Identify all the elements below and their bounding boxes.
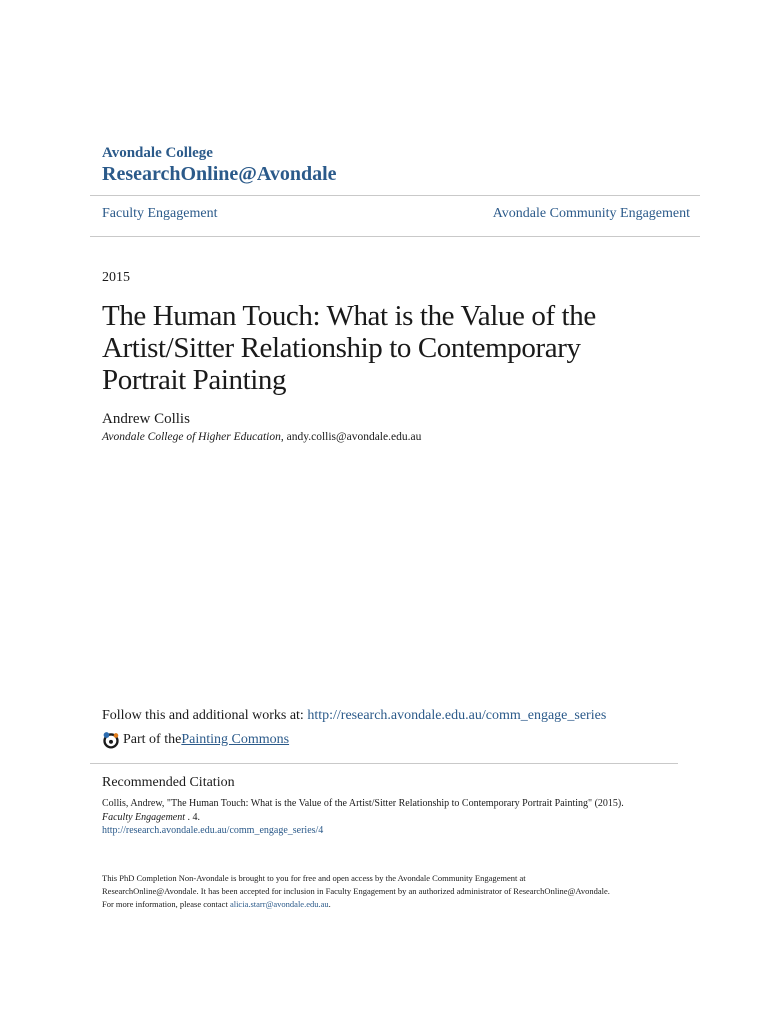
- part-of-line: [102, 731, 289, 749]
- series-link-community[interactable]: Avondale Community Engagement: [492, 206, 690, 221]
- citation-body: [102, 797, 682, 838]
- author-name: Andrew Collis: [102, 411, 190, 427]
- affiliation-name: Avondale College of Higher Education: [102, 431, 281, 443]
- citation-divider: [90, 763, 678, 764]
- institution-name[interactable]: Avondale College: [102, 145, 213, 161]
- series-divider: [90, 236, 700, 237]
- footer-notice: [102, 872, 682, 911]
- author-email: , andy.collis@avondale.edu.au: [280, 431, 422, 443]
- citation-journal: Faculty Engagement: [102, 811, 186, 823]
- footer-line-3-end: .: [328, 899, 331, 909]
- follow-label: Follow this and additional works at:: [102, 708, 308, 723]
- commons-network-icon: [102, 731, 120, 749]
- top-divider: [90, 195, 700, 196]
- footer-line-2: ResearchOnline@Avondale. It has been accepted for inclusion in Faculty Engagement by an authorized administrator of ResearchOnline@Avondale.: [102, 886, 610, 896]
- series-bar: [102, 206, 690, 228]
- series-link-faculty[interactable]: Faculty Engagement: [102, 206, 218, 221]
- footer-contact-label: For more information, please contact: [102, 899, 230, 909]
- author-affiliation: [102, 431, 421, 443]
- citation-source: [102, 811, 682, 825]
- follow-line: [102, 708, 606, 724]
- follow-link[interactable]: http://research.avondale.edu.au/comm_engage_series: [307, 708, 607, 723]
- footer-line-3: [102, 898, 682, 911]
- citation-heading: Recommended Citation: [102, 775, 235, 790]
- painting-commons-link[interactable]: Painting Commons: [181, 732, 290, 747]
- paper-title: The Human Touch: What is the Value of the Artist/Sitter Relationship to Contemporary Portrait Painting: [102, 300, 596, 396]
- footer-line-1: This PhD Completion Non-Avondale is brought to you for free and open access by the Avondale Community Engagement at: [102, 873, 526, 883]
- citation-text: Collis, Andrew, "The Human Touch: What is the Value of the Artist/Sitter Relationship to Contemporary Portrait Painting" (2015).: [102, 798, 624, 809]
- institution-header: [102, 144, 337, 186]
- citation-link[interactable]: http://research.avondale.edu.au/comm_engage_series/4: [102, 825, 324, 836]
- citation-number: . 4.: [185, 811, 201, 823]
- part-of-label: Part of the: [123, 732, 182, 747]
- repository-name[interactable]: ResearchOnline@Avondale: [102, 163, 337, 185]
- contact-email-link[interactable]: alicia.starr@avondale.edu.au: [229, 899, 329, 909]
- publication-year: 2015: [102, 270, 130, 285]
